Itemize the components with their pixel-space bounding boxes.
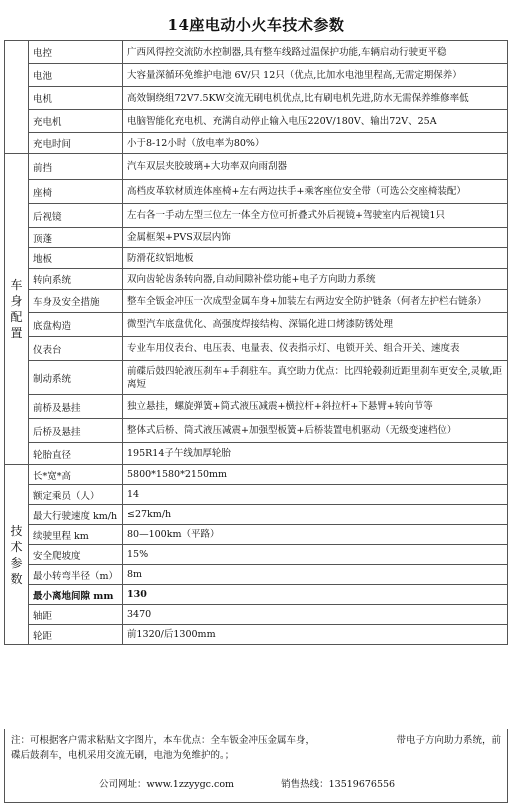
table-row bbox=[5, 290, 508, 313]
spec-table bbox=[4, 40, 508, 645]
hotline-number: 13519676556 bbox=[328, 779, 396, 790]
table-row bbox=[5, 337, 508, 361]
spec-label: 底盘构造 bbox=[29, 313, 123, 337]
spec-label: 最小转弯半径（m） bbox=[29, 565, 123, 585]
spec-label: 仪表台 bbox=[29, 337, 123, 361]
table-row bbox=[5, 605, 508, 625]
spec-label: 续驶里程 km bbox=[29, 525, 123, 545]
spec-value: 防滑花纹铝地板 bbox=[123, 248, 508, 269]
note-text-b: 带电子方向助力系统，前 bbox=[396, 735, 501, 746]
spec-label: 电池 bbox=[29, 64, 123, 87]
spec-label: 电控 bbox=[29, 41, 123, 64]
spec-label: 车身及安全措施 bbox=[29, 290, 123, 313]
spec-label: 轮距 bbox=[29, 625, 123, 645]
spec-label: 前挡 bbox=[29, 154, 123, 180]
spec-label: 轴距 bbox=[29, 605, 123, 625]
spec-value: 高档皮革软材质连体座椅+左右两边扶手+乘客座位安全带（可选公交座椅装配） bbox=[123, 180, 508, 204]
spec-value: 5800*1580*2150mm bbox=[123, 465, 508, 485]
spec-value: 前碟后鼓四轮液压刹车+手刹驻车。真空助力优点：比四轮毂刹近距里刹车更安全,灵敏,距离短 bbox=[123, 361, 508, 395]
spec-label: 转向系统 bbox=[29, 269, 123, 290]
table-row bbox=[5, 443, 508, 465]
table-row bbox=[5, 585, 508, 605]
spec-label: 额定乘员（人） bbox=[29, 485, 123, 505]
hotline-label: 销售热线： bbox=[281, 779, 329, 790]
table-row bbox=[5, 525, 508, 545]
spec-label: 电机 bbox=[29, 87, 123, 110]
spec-label: 制动系统 bbox=[29, 361, 123, 395]
spec-value: 80—100km（平路） bbox=[123, 525, 508, 545]
spec-value: 汽车双层夹胶玻璃+大功率双向雨刮器 bbox=[123, 154, 508, 180]
spec-value: 小于8-12小时（放电率为80%） bbox=[123, 133, 508, 154]
spec-label: 安全爬坡度 bbox=[29, 545, 123, 565]
spec-value: 14 bbox=[123, 485, 508, 505]
spec-value: ≤27km/h bbox=[123, 505, 508, 525]
spec-label: 地板 bbox=[29, 248, 123, 269]
table-row bbox=[5, 625, 508, 645]
table-row bbox=[5, 395, 508, 419]
spec-label: 轮胎直径 bbox=[29, 443, 123, 465]
section-group-text: 技术参数 bbox=[10, 523, 23, 586]
spec-value: 专业车用仪表台、电压表、电量表、仪表指示灯、电锁开关、组合开关、速度表 bbox=[123, 337, 508, 361]
table-row bbox=[5, 465, 508, 485]
spec-value: 整车全钣金冲压一次成型金属车身+加装左右两边安全防护链条（何者左护栏右链条） bbox=[123, 290, 508, 313]
spec-label: 最大行驶速度 km/h bbox=[29, 505, 123, 525]
website-link[interactable]: www.1zzyygc.com bbox=[146, 779, 235, 790]
table-row bbox=[5, 361, 508, 395]
table-row bbox=[5, 565, 508, 585]
spec-value: 广西风得控交流防水控制器,具有整车线路过温保护功能,车辆启动行驶更平稳 bbox=[123, 41, 508, 64]
note-line-1 bbox=[11, 733, 501, 748]
spec-value: 195R14子午线加厚轮胎 bbox=[123, 443, 508, 465]
section-group-label bbox=[5, 465, 29, 645]
page-title: 14座电动小火车技术参数 bbox=[167, 16, 345, 34]
section-group-text: 车身配置 bbox=[10, 278, 23, 340]
spec-value: 微型汽车底盘优化、高强度焊接结构、深镉化进口烤漆防锈处理 bbox=[123, 313, 508, 337]
spec-value: 大容量深循环免维护电池 6V/只 12只（优点,比加水电池里程高,无需定期保养） bbox=[123, 64, 508, 87]
section-group-label bbox=[5, 154, 29, 465]
table-row bbox=[5, 313, 508, 337]
table-row bbox=[5, 419, 508, 443]
spec-label: 后视镜 bbox=[29, 204, 123, 228]
website-label: 公司网址： bbox=[99, 779, 147, 790]
table-row bbox=[5, 133, 508, 154]
note-line-2: 碟后鼓刹车，电机采用交流无刷，电池为免维护的。； bbox=[11, 750, 235, 761]
spec-label: 长*宽*高 bbox=[29, 465, 123, 485]
contact-line bbox=[11, 777, 501, 792]
table-row bbox=[5, 545, 508, 565]
table-row bbox=[5, 228, 508, 248]
spec-value: 15% bbox=[123, 545, 508, 565]
spec-value: 双向齿轮齿条转向器,自动间隙补偿功能+电子方向助力系统 bbox=[123, 269, 508, 290]
spec-label: 前桥及悬挂 bbox=[29, 395, 123, 419]
spec-label: 最小离地间隙 mm bbox=[29, 585, 123, 605]
table-row bbox=[5, 269, 508, 290]
spec-value: 电脑智能化充电机、充满自动停止输入电压220V/180V、输出72V、25A bbox=[123, 110, 508, 133]
table-row bbox=[5, 41, 508, 64]
table-row bbox=[5, 154, 508, 180]
spec-value: 独立悬挂，螺旋弹簧+筒式液压减震+横拉杆+斜拉杆+下悬臂+转向节等 bbox=[123, 395, 508, 419]
table-row bbox=[5, 248, 508, 269]
spec-table-body bbox=[5, 41, 508, 645]
spec-value: 3470 bbox=[123, 605, 508, 625]
table-row bbox=[5, 204, 508, 228]
table-row bbox=[5, 110, 508, 133]
spec-value: 高效铜绕组72V7.5KW交流无刷电机优点,比有刷电机先进,防水无需保养维修率低 bbox=[123, 87, 508, 110]
spec-value: 前1320/后1300mm bbox=[123, 625, 508, 645]
spec-label: 充电时间 bbox=[29, 133, 123, 154]
spec-label: 顶蓬 bbox=[29, 228, 123, 248]
table-row bbox=[5, 64, 508, 87]
spec-value: 金属框架+PVS双层内饰 bbox=[123, 228, 508, 248]
spec-label: 座椅 bbox=[29, 180, 123, 204]
spec-label: 后桥及悬挂 bbox=[29, 419, 123, 443]
spec-label: 充电机 bbox=[29, 110, 123, 133]
spec-value: 左右各一手动左型三位左一体全方位可折叠式外后视镜+驾驶室内后视镜1只 bbox=[123, 204, 508, 228]
note-text-a: 注：可根据客户需求粘贴文字图片，本车优点：全车钣金冲压金属车身， bbox=[11, 735, 316, 746]
table-row bbox=[5, 505, 508, 525]
table-row bbox=[5, 485, 508, 505]
notes-section bbox=[4, 729, 508, 803]
spec-value: 8m bbox=[123, 565, 508, 585]
section-group-label bbox=[5, 41, 29, 154]
spec-value: 整体式后桥、筒式液压减震+加强型板簧+后桥装置电机驱动（无级变速档位） bbox=[123, 419, 508, 443]
table-row bbox=[5, 180, 508, 204]
spec-value: 130 bbox=[123, 585, 508, 605]
table-row bbox=[5, 87, 508, 110]
